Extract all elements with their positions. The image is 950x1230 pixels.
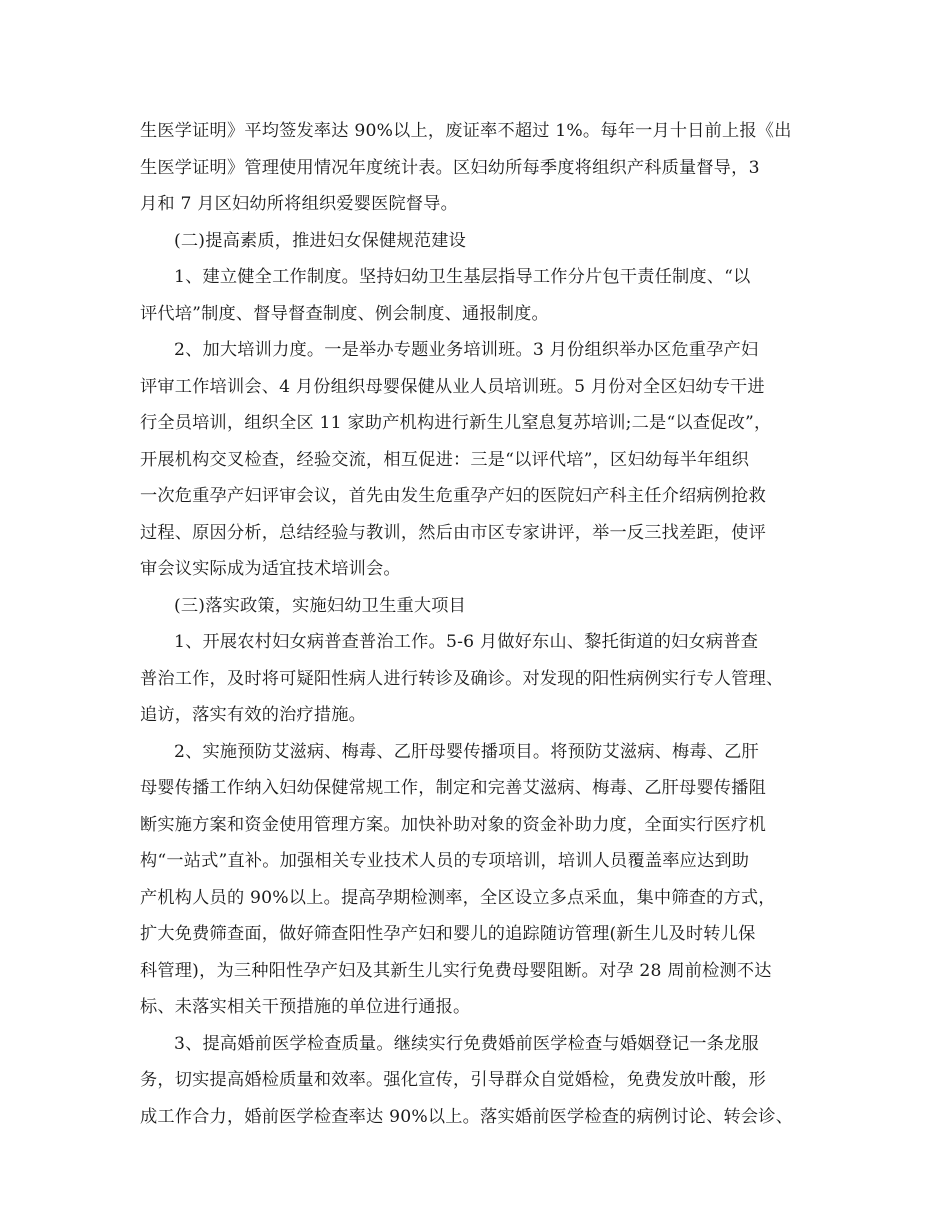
text-line: 开展机构交叉检查，经验交流，相互促进：三是“以评代培”，区妇幼每半年组织 (140, 449, 750, 470)
text-line: (二)提高素质，推进妇女保健规范建设 (174, 230, 467, 251)
text-line: 2、加大培训力度。一是举办专题业务培训班。3 月份组织举办区危重孕产妇 (174, 340, 759, 360)
text-line: 科管理)，为三种阳性孕产妇及其新生儿实行免费母婴阻断。对孕 28 周前检测不达 (140, 960, 772, 981)
text-line: 产机构人员的 90%以上。提高孕期检测率，全区设立多点采血，集中筛查的方式， (140, 887, 776, 908)
text-line: 过程、原因分析，总结经验与教训，然后由市区专家讲评，举一反三找差距，使评 (140, 522, 766, 543)
text-line: 构“一站式”直补。加强相关专业技术人员的专项培训，培训人员覆盖率应达到助 (140, 851, 750, 871)
text-line: 月和 7 月区妇幼所将组织爱婴医院督导。 (140, 194, 459, 214)
text-line: 成工作合力，婚前医学检查率达 90%以上。落实婚前医学检查的病例讨论、转会诊、 (140, 1106, 794, 1127)
text-line: 1、开展农村妇女病普查普治工作。5-6 月做好东山、黎托街道的妇女病普查 (174, 632, 759, 652)
text-line: 1、建立健全工作制度。坚持妇幼卫生基层指导工作分片包干责任制度、“以 (174, 267, 751, 287)
text-line: 生医学证明》平均签发率达 90%以上，废证率不超过 1%。每年一月十日前上报《出 (140, 121, 792, 141)
text-line: 标、未落实相关干预措施的单位进行通报。 (140, 997, 471, 1017)
document-body (140, 113, 820, 1135)
text-line: 母婴传播工作纳入妇幼保健常规工作，制定和完善艾滋病、梅毒、乙肝母婴传播阻 (140, 778, 766, 798)
text-line: 2、实施预防艾滋病、梅毒、乙肝母婴传播项目。将预防艾滋病、梅毒、乙肝 (174, 741, 759, 762)
text-line: 3、提高婚前医学检查质量。继续实行免费婚前医学检查与婚姻登记一条龙服 (174, 1033, 759, 1054)
text-line: 评审工作培训会、4 月份组织母婴保健从业人员培训班。5 月份对全区妇幼专干进 (140, 376, 765, 397)
text-line: 行全员培训，组织全区 11 家助产机构进行新生儿窒息复苏培训;二是“以查促改”， (140, 413, 772, 433)
text-line: 务，切实提高婚检质量和效率。强化宣传，引导群众自觉婚检，免费发放叶酸，形 (140, 1070, 766, 1090)
text-line: 评代培”制度、督导督查制度、例会制度、通报制度。 (140, 303, 549, 324)
text-line: 断实施方案和资金使用管理方案。加快补助对象的资金补助力度，全面实行医疗机 (140, 814, 766, 835)
text-line: 普治工作，及时将可疑阳性病人进行转诊及确诊。对发现的阳性病例实行专人管理、 (140, 668, 784, 689)
text-line: 生医学证明》管理使用情况年度统计表。区妇幼所每季度将组织产科质量督导，3 (140, 157, 760, 178)
text-line: 一次危重孕产妇评审会议，首先由发生危重孕产妇的医院妇产科主任介绍病例抢救 (140, 486, 766, 506)
text-line: 扩大免费筛查面，做好筛查阳性孕产妇和婴儿的追踪随访管理(新生儿及时转儿保 (140, 924, 756, 944)
text-line: 审会议实际成为适宜技术培训会。 (140, 559, 401, 579)
text-line: 追访，落实有效的治疗措施。 (140, 705, 367, 725)
text-line: (三)落实政策，实施妇幼卫生重大项目 (174, 595, 467, 616)
